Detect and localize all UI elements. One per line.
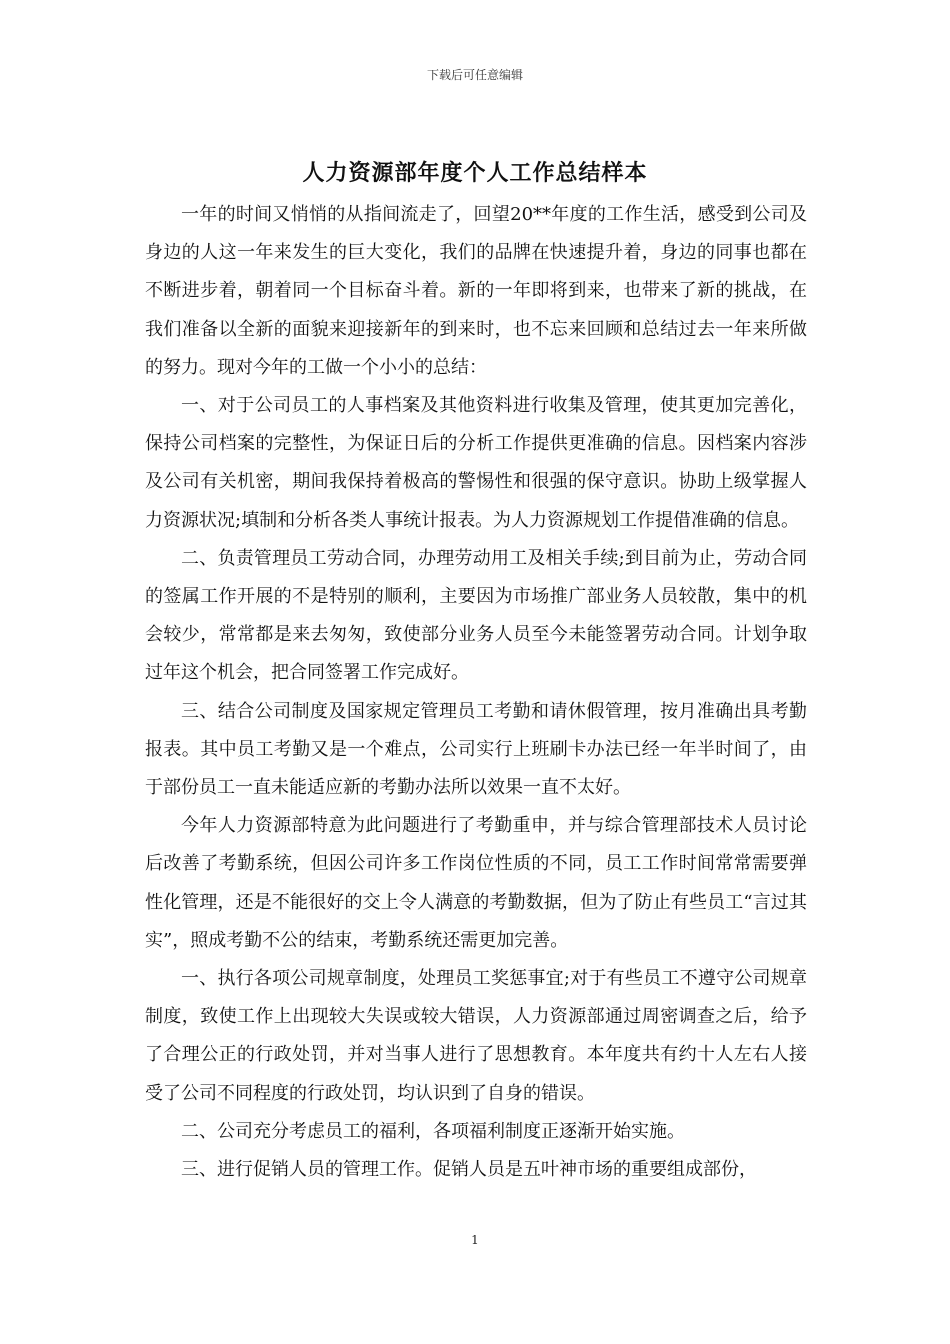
paragraph-intro: 一年的时间又悄悄的从指间流走了，回望20**年度的工作生活，感受到公司及身边的人这一年来发生的巨大变化，我们的品牌在快速提升着，身边的同事也都在不断进步着，朝着同一个目标奋斗着。新的一年即将到来，也带来了新的挑战，在我们准备以全新的面貌来迎接新年的到来时，也不忘来回顾和总结过去一年来所做的努力。现对今年的工做一个小小的总结： <box>145 204 807 378</box>
paragraph-promoters: 三、进行促销人员的管理工作。促销人员是五叶神市场的重要组成部份， <box>181 1159 757 1181</box>
paragraph-attendance-system: 今年人力资源部特意为此问题进行了考勤重申，并与综合管理部技术人员讨论后改善了考勤系统，但因公司许多工作岗位性质的不同，员工工作时间常常需要弹性化管理，还是不能很好的交上令人满意的考勤数据，但为了防止有些员工“言过其实”，照成考勤不公的结束，考勤系统还需更加完善。 <box>145 815 807 951</box>
document-title: 人力资源部年度个人工作总结样本 <box>302 160 648 186</box>
paragraph-archives: 一、对于公司员工的人事档案及其他资料进行收集及管理，使其更加完善化，保持公司档案的完整性，为保证日后的分析工作提供更准确的信息。因档案内容涉及公司有关机密，期间我保持着极高的警惕性和很强的保守意识。协助上级掌握人力资源状况;填制和分析各类人事统计报表。为人力资源规划工作提借准确的信息。 <box>145 395 807 531</box>
page-number: 1 <box>471 1233 479 1247</box>
paragraph-welfare: 二、公司充分考虑员工的福利，各项福利制度正逐渐开始实施。 <box>181 1120 685 1142</box>
paragraph-attendance: 三、结合公司制度及国家规定管理员工考勤和请休假管理，按月准确出具考勤报表。其中员工考勤又是一个难点，公司实行上班刷卡办法已经一年半时间了，由于部份员工一直未能适应新的考勤办法所以效果一直不太好。 <box>145 700 807 799</box>
paragraph-discipline: 一、执行各项公司规章制度，处理员工奖惩事宜;对于有些员工不遵守公司规章制度，致使工作上出现较大失误或较大错误，人力资源部通过周密调查之后，给予了合理公正的行政处罚，并对当事人进行了思想教育。本年度共有约十人左右人接受了公司不同程度的行政处罚，均认识到了自身的错误。 <box>145 968 807 1104</box>
header-note: 下载后可任意编辑 <box>426 68 523 82</box>
paragraph-contracts: 二、负责管理员工劳动合同，办理劳动用工及相关手续;到目前为止，劳动合同的签属工作开展的不是特别的顺利，主要因为市场推广部业务人员较散，集中的机会较少，常常都是来去匆匆，致使部分业务人员至今未能签署劳动合同。计划争取过年这个机会，把合同签署工作完成好。 <box>145 547 807 684</box>
document-body <box>145 196 807 1189</box>
